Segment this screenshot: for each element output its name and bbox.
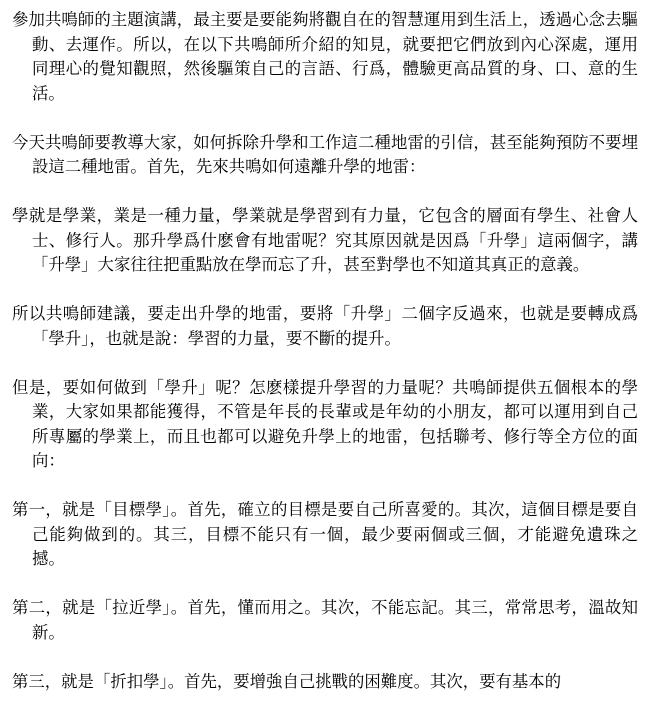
paragraph-goal-study: 第一，就是「目標學」。首先，確立的目標是要自己所喜愛的。其次，這個目標是要自己能夠做到的。其三，目標不能只有一個，最少要兩個或三個，才能避免遺珠之撼。	[12, 500, 638, 568]
paragraph-intro: 參加共鳴師的主題演講，最主要是要能夠將觀自在的智慧運用到生活上，透過心念去驅動、去運作。所以，在以下共鳴師所介紹的知見，就要把它們放到內心深處，運用同理心的覺知觀照，然後驅策自己的言語、行爲，體驗更高品質的身、口、意的生活。	[12, 10, 638, 103]
paragraph-discount-study: 第三，就是「折扣學」。首先，要增強自己挑戰的困難度。其次，要有基本的	[12, 671, 562, 691]
paragraph-landmines: 今天共鳴師要教導大家，如何拆除升學和工作這二種地雷的引信，甚至能夠預防不要埋設這二種地雷。首先，先來共鳴如何遠離升學的地雷：	[12, 132, 638, 176]
paragraph-study-definition: 學就是學業，業是一種力量，學業就是學習到有力量，它包含的層面有學生、社會人士、修行人。那升學爲什麽會有地雷呢？究其原因就是因爲「升學」這兩個字，講「升學」大家往往把重點放在學而忘了升，甚至對學也不知道其真正的意義。	[12, 206, 638, 274]
paragraph-closer-study: 第二，就是「拉近學」。首先，懂而用之。其次，不能忘記。其三，常常思考，溫故知新。	[12, 598, 638, 642]
paragraph-five-studies: 但是，要如何做到「學升」呢？怎麽樣提升學習的力量呢？共鳴師提供五個根本的學業，大家如果都能獲得，不管是年長的長輩或是年幼的小朋友，都可以運用到自己所專屬的學業上，而且也都可以避免升學上的地雷，包括聯考、修行等全方位的面向：	[12, 377, 638, 470]
paragraph-reverse-words: 所以共鳴師建議，要走出升學的地雷，要將「升學」二個字反過來，也就是要轉成爲「學升」，也就是說：學習的力量，要不斷的提升。	[12, 304, 638, 348]
